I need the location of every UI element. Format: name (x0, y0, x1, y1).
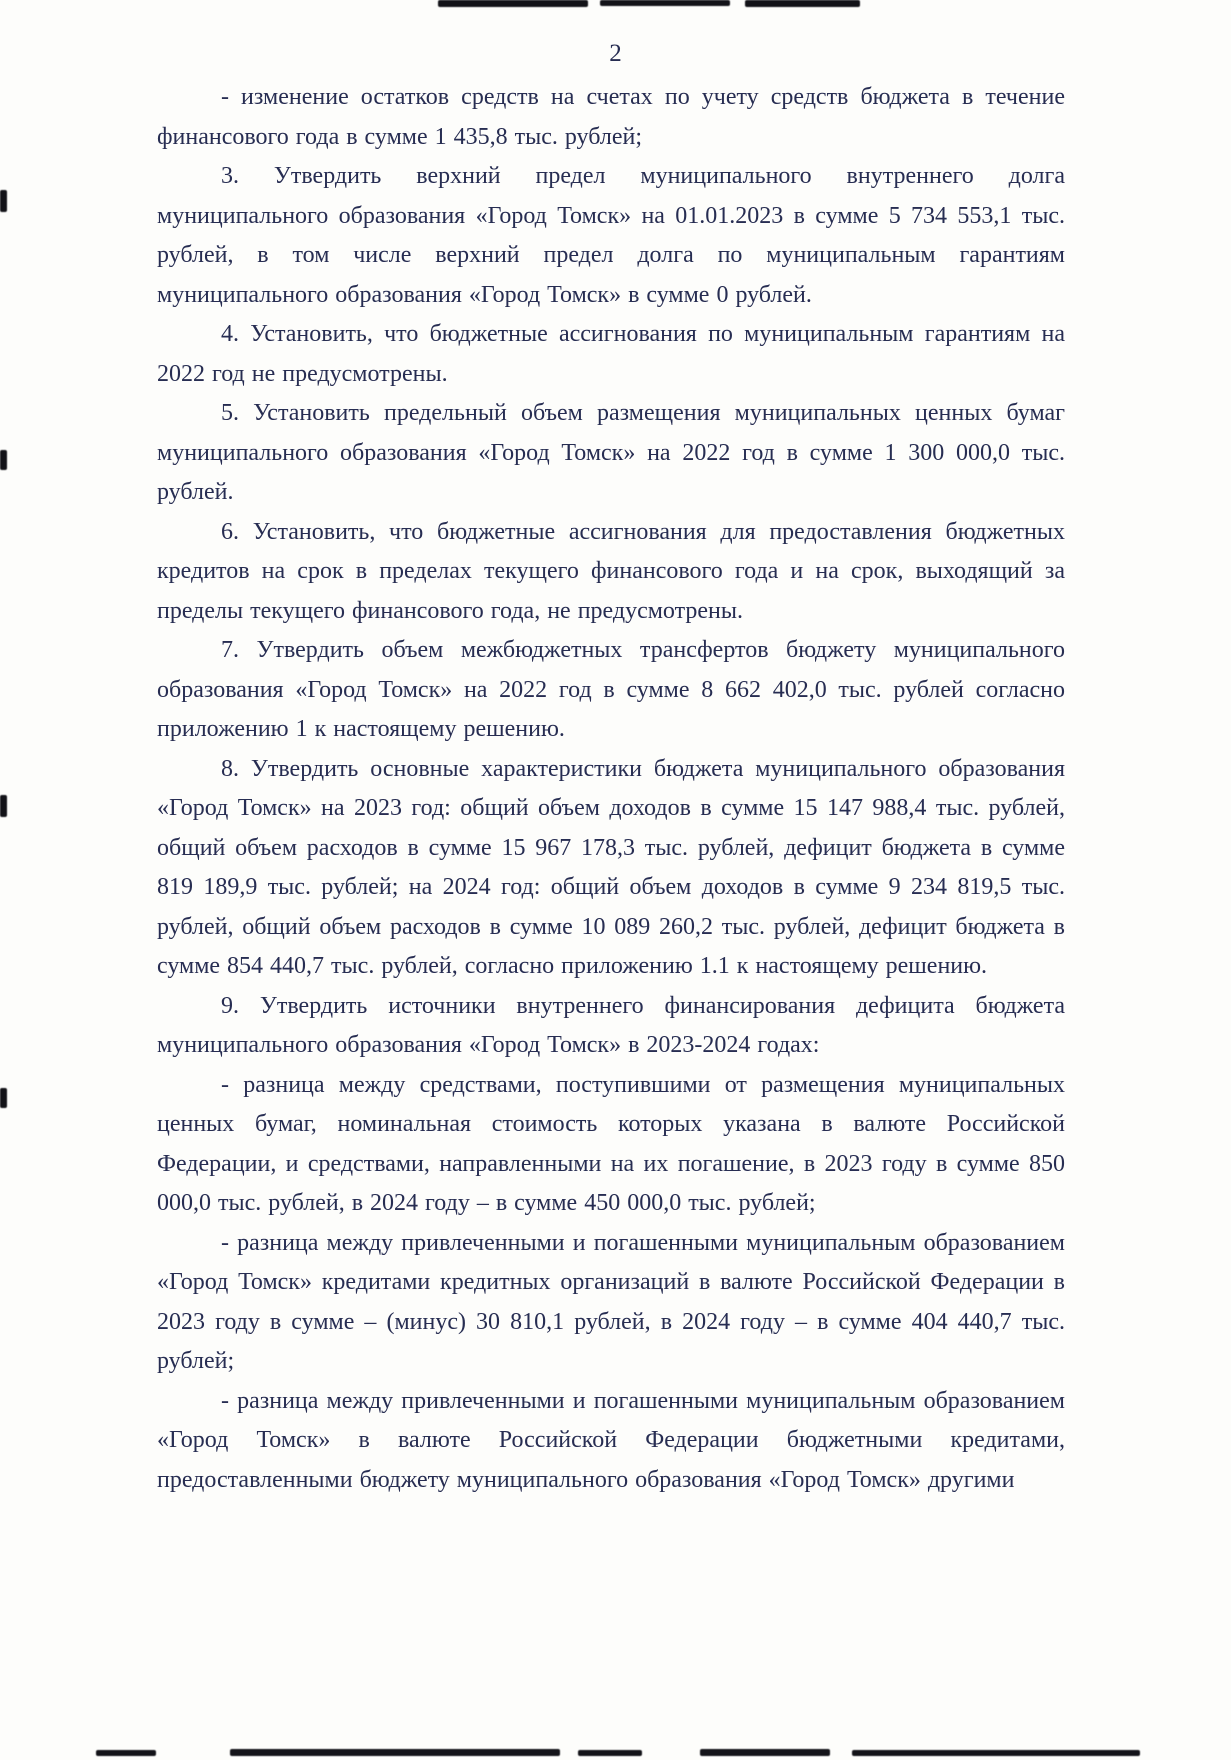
paragraph: 3. Утвердить верхний предел муниципального внутреннего долга муниципального образования «Город Томск» на 01.01.2023 в сумме 5 734 553,1 тыс. рублей, в том числе верхний предел долга по муниципальным гарантиям муниципального образования «Город Томск» в сумме 0 рублей. (157, 163, 1065, 308)
paragraph: - разница между привлеченными и погашенными муниципальным образованием «Город Томск» кредитами кредитных организаций в валюте Российской Федерации в 2023 году в сумме – (минус) 30 810,1 рублей, в 2024 году – в сумме 404 440,7 тыс. рублей; (157, 1229, 1065, 1374)
scan-artifact (600, 0, 730, 6)
scan-artifact (700, 1749, 830, 1756)
paragraph: 7. Утвердить объем межбюджетных трансфертов бюджету муниципального образования «Город Томск» на 2022 год в сумме 8 662 402,0 тыс. рублей согласно приложению 1 к настоящему решению. (157, 637, 1065, 742)
paragraph: - изменение остатков средств на счетах по учету средств бюджета в течение финансового года в сумме 1 435,8 тыс. рублей; (157, 84, 1065, 150)
paragraph: 5. Установить предельный объем размещения муниципальных ценных бумаг муниципального образования «Город Томск» на 2022 год в сумме 1 300 000,0 тыс. рублей. (157, 400, 1065, 505)
scan-artifact (0, 1088, 7, 1108)
scan-artifact (230, 1749, 560, 1756)
paragraph: 8. Утвердить основные характеристики бюджета муниципального образования «Город Томск» на 2023 год: общий объем доходов в сумме 15 147 988,4 тыс. рублей, общий объем расходов в сумме 15 967 178,3 тыс. рублей, дефицит бюджета в сумме 819 189,9 тыс. рублей; на 2024 год: общий объем доходов в сумме 9 234 819,5 тыс. рублей, общий объем расходов в сумме 10 089 260,2 тыс. рублей, дефицит бюджета в сумме 854 440,7 тыс. рублей, согласно приложению 1.1 к настоящему решению. (157, 755, 1065, 979)
paragraph: 6. Установить, что бюджетные ассигнования для предоставления бюджетных кредитов на срок в пределах текущего финансового года и на срок, выходящий за пределы текущего финансового года, не предусмотрены. (157, 518, 1065, 624)
scan-artifact (578, 1750, 642, 1756)
scan-artifact (96, 1750, 156, 1756)
document-body (157, 78, 1065, 1500)
scan-artifact (852, 1750, 1140, 1756)
scan-artifact (0, 450, 7, 470)
paragraph: - разница между привлеченными и погашенными муниципальным образованием «Город Томск» в валюте Российской Федерации бюджетными кредитами, предоставленными бюджету муниципального образования «Город Томск» другими (157, 1387, 1065, 1493)
paragraph: 4. Установить, что бюджетные ассигнования по муниципальным гарантиям на 2022 год не предусмотрены. (157, 321, 1065, 387)
scan-artifact (438, 0, 588, 7)
scan-artifact (745, 0, 860, 7)
scan-artifact (0, 795, 7, 817)
scan-artifact (0, 190, 7, 212)
paragraph: 9. Утвердить источники внутреннего финансирования дефицита бюджета муниципального образования «Город Томск» в 2023-2024 годах: (157, 992, 1065, 1058)
paragraph: - разница между средствами, поступившими от размещения муниципальных ценных бумаг, номинальная стоимость которых указана в валюте Российской Федерации, и средствами, направленными на их погашение, в 2023 году в сумме 850 000,0 тыс. рублей, в 2024 году – в сумме 450 000,0 тыс. рублей; (157, 1071, 1065, 1216)
page-number: 2 (609, 40, 622, 67)
